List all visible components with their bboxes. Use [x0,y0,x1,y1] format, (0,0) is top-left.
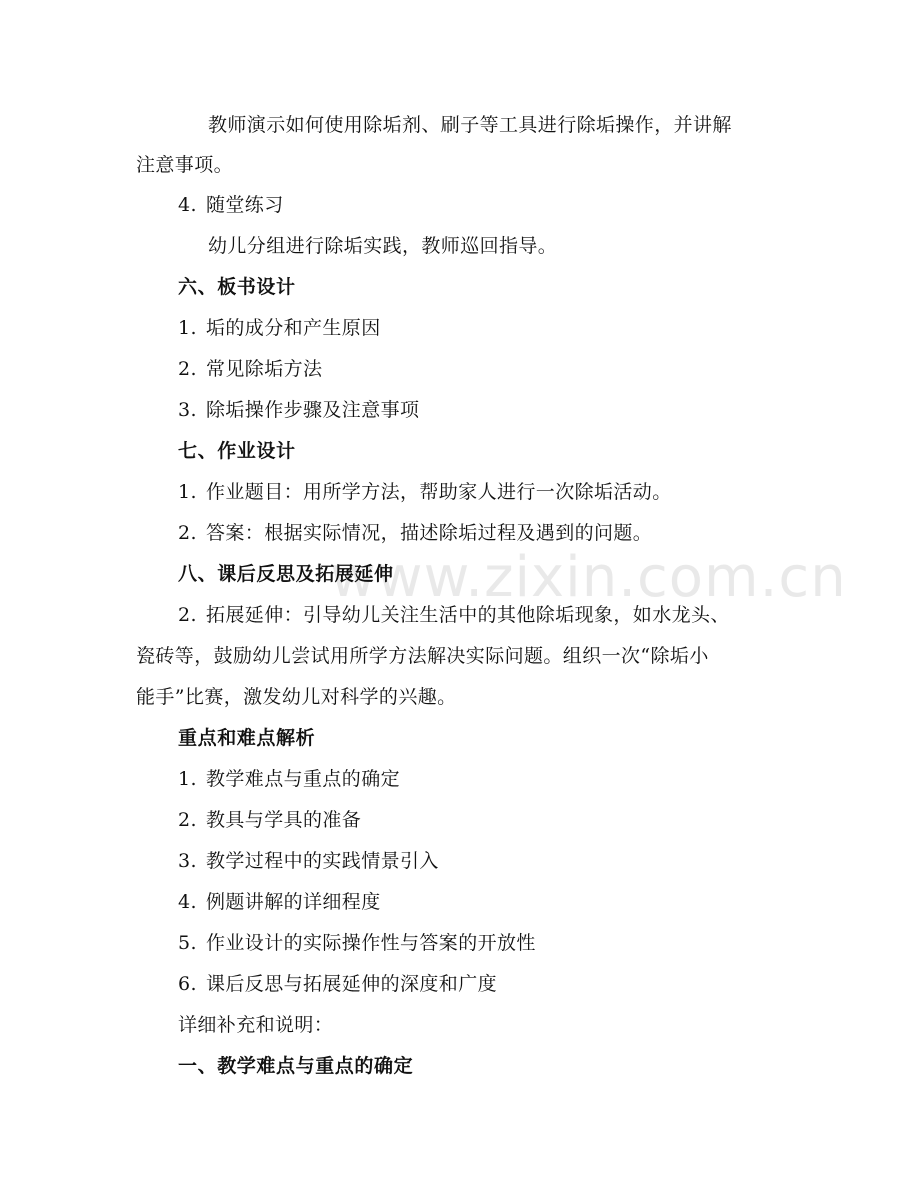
list-item [178,766,400,792]
list-text: 除垢操作步骤及注意事项 [206,399,420,421]
list-number: 5. [178,932,197,954]
list-text: 教具与学具的准备 [206,809,362,831]
paragraph-line: 能手”比赛，激发幼儿对科学的兴趣。 [136,686,457,708]
list-item [178,602,730,628]
list-text: 随堂练习 [206,194,284,216]
list-number: 1. [178,481,197,503]
list-text: 例题讲解的详细程度 [206,891,381,913]
list-number: 2. [178,604,197,626]
list-number: 1. [178,768,197,790]
list-item [178,356,322,382]
paragraph-line: 注意事项。 [136,154,234,176]
list-text: 教学难点与重点的确定 [206,768,401,790]
list-text: 课后反思与拓展延伸的深度和广度 [206,973,498,995]
paragraph-line: 瓷砖等，鼓励幼儿尝试用所学方法解决实际问题。组织一次“除垢小 [136,645,709,667]
list-number: 2. [178,809,197,831]
section-heading: 八、课后反思及拓展延伸 [178,563,394,585]
list-number: 2. [178,522,197,544]
list-item [178,930,536,956]
section-heading: 一、教学难点与重点的确定 [178,1055,414,1077]
list-item [178,192,284,218]
list-text: 作业设计的实际操作性与答案的开放性 [206,932,536,954]
paragraph-line: 教师演示如何使用除垢剂、刷子等工具进行除垢操作，并讲解 [208,114,732,136]
list-number: 3. [178,399,197,421]
paragraph-line: 幼儿分组进行除垢实践，教师巡回指导。 [208,235,558,257]
list-item [178,479,672,505]
list-number: 6. [178,973,197,995]
watermark: www.zixin.com.cn [330,545,847,610]
list-item [178,315,381,341]
list-item [178,520,652,546]
list-number: 3. [178,850,197,872]
list-item [178,807,361,833]
list-number: 2. [178,358,197,380]
list-number: 4. [178,194,197,216]
list-text: 拓展延伸：引导幼儿关注生活中的其他除垢现象，如水龙头、 [206,604,730,626]
list-item [178,971,497,997]
list-text: 教学过程中的实践情景引入 [206,850,439,872]
list-number: 1. [178,317,197,339]
list-text: 作业题目：用所学方法，帮助家人进行一次除垢活动。 [206,481,672,503]
list-item [178,848,439,874]
list-item [178,889,381,915]
list-number: 4. [178,891,197,913]
section-heading: 重点和难点解析 [178,727,316,749]
list-text: 答案：根据实际情况，描述除垢过程及遇到的问题。 [206,522,653,544]
paragraph-line: 详细补充和说明： [178,1014,334,1036]
section-heading: 六、板书设计 [178,276,296,298]
list-item [178,397,419,423]
list-text: 常见除垢方法 [206,358,323,380]
list-text: 垢的成分和产生原因 [206,317,381,339]
section-heading: 七、作业设计 [178,440,296,462]
